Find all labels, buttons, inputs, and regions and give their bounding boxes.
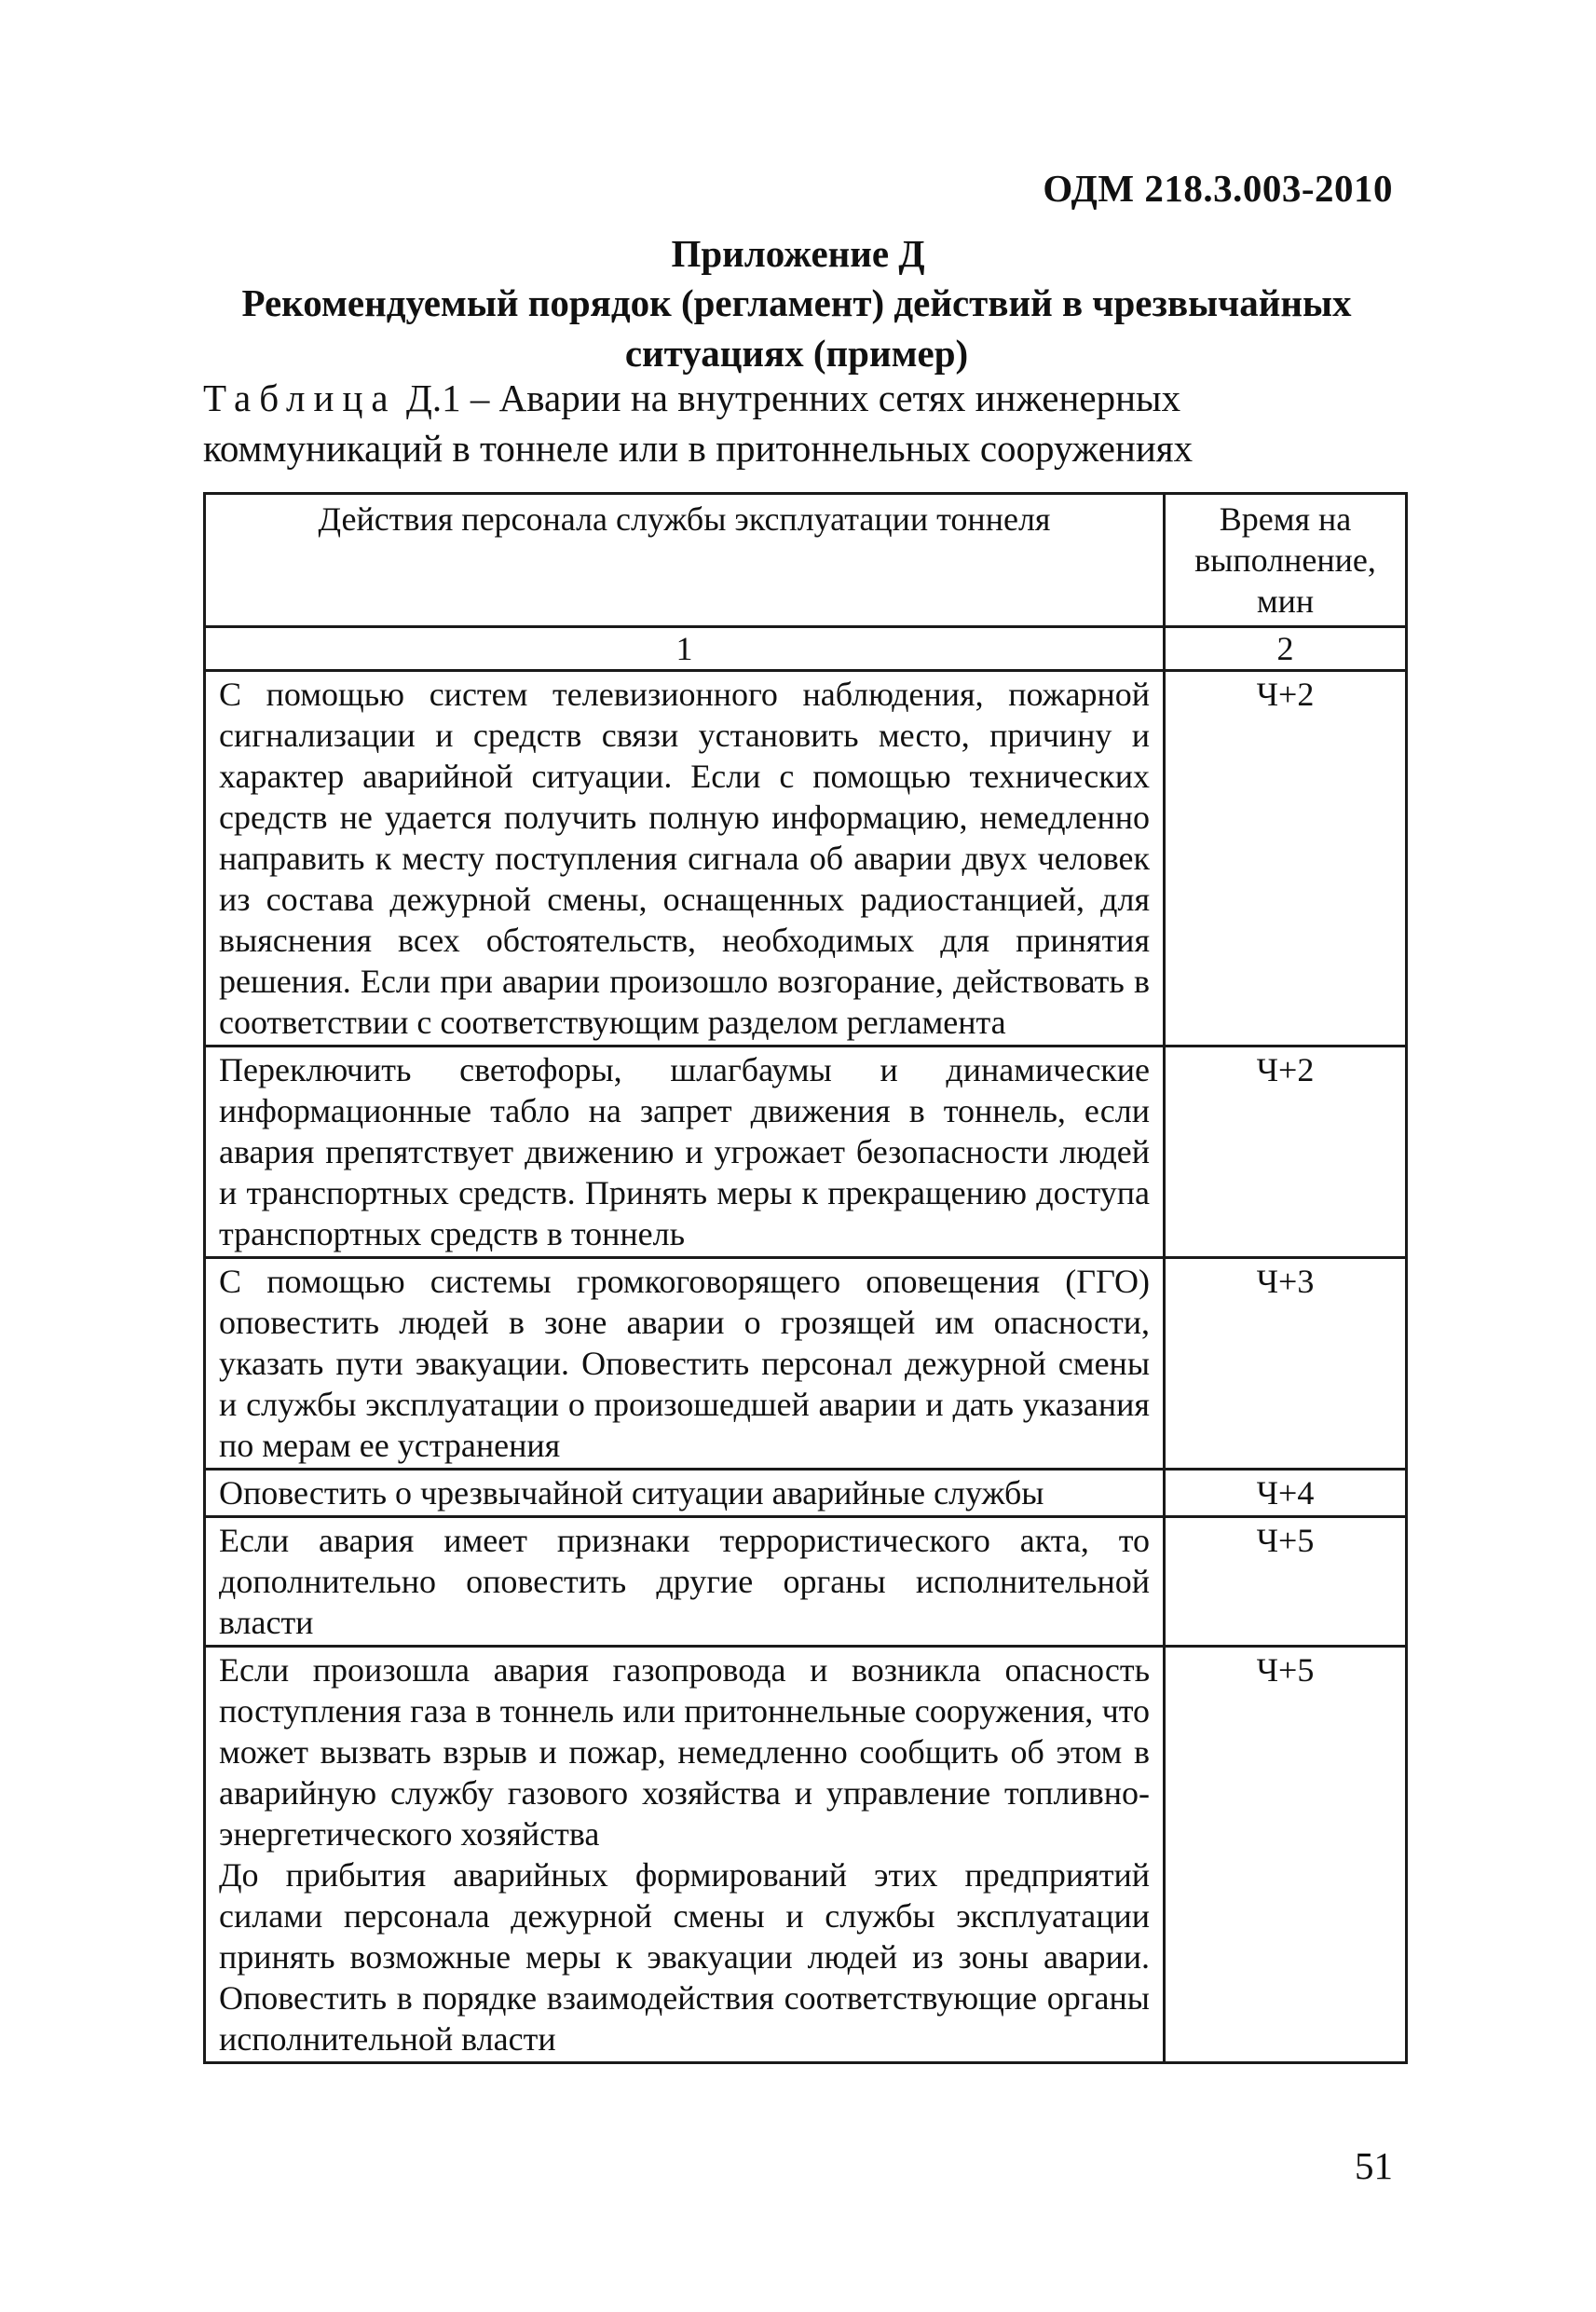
time-cell: Ч+5 — [1165, 1517, 1407, 1647]
action-text: До прибытия аварийных формирований этих предприятий силами персонала дежурной смены и службы эксплуатации принять возможные меры к эвакуации людей из зоны аварии. Оповестить в порядке взаимодействия соответствующие органы исполнительной власти — [219, 1856, 1150, 2058]
action-cell — [205, 1647, 1165, 2063]
table-row — [205, 1470, 1407, 1517]
time-cell: Ч+3 — [1165, 1258, 1407, 1470]
table-row — [205, 1047, 1407, 1258]
time-cell: Ч+5 — [1165, 1647, 1407, 2063]
column-header-time: Время на выполнение, мин — [1165, 494, 1407, 627]
time-cell: Ч+2 — [1165, 671, 1407, 1047]
action-cell — [205, 671, 1165, 1047]
action-text: Если авария имеет признаки террористического акта, то дополнительно оповестить другие органы исполнительной власти — [219, 1522, 1150, 1641]
column-number-2: 2 — [1165, 627, 1407, 671]
time-cell: Ч+4 — [1165, 1470, 1407, 1517]
table-row — [205, 1258, 1407, 1470]
action-text: С помощью системы громкоговорящего оповещения (ГГО) оповестить людей в зоне аварии о грозящей им опасности, указать пути эвакуации. Оповестить персонал дежурной смены и службы эксплуатации о произошедшей аварии и дать указания по мерам ее устранения — [219, 1263, 1150, 1464]
action-cell — [205, 1047, 1165, 1258]
emergency-actions-table — [203, 492, 1408, 2064]
appendix-subtitle: Рекомендуемый порядок (регламент) действий в чрезвычайных ситуациях (пример) — [241, 281, 1352, 375]
table-row — [205, 671, 1407, 1047]
time-cell: Ч+2 — [1165, 1047, 1407, 1258]
column-number-row — [205, 627, 1407, 671]
appendix-title: Приложение Д — [671, 232, 925, 275]
document-code: ОДМ 218.3.003-2010 — [1043, 167, 1393, 210]
table-header-row — [205, 494, 1407, 627]
action-cell — [205, 1470, 1165, 1517]
action-text: Если произошла авария газопровода и возникла опасность поступления газа в тоннель или притоннельные сооружения, что может вызвать взрыв и пожар, немедленно сообщить об этом в аварийную службу газового хозяйства и управление топливно-энергетического хозяйства — [219, 1651, 1150, 1853]
table-caption-text: Д.1 – Аварии на внутренних сетях инженерных коммуникаций в тоннеле или в притоннельных сооружениях — [203, 376, 1194, 470]
action-text: С помощью систем телевизионного наблюдения, пожарной сигнализации и средств связи установить место, причину и характер аварийной ситуации. Если с помощью технических средств не удается получить полную информацию, немедленно направить к месту поступления сигнала об аварии двух человек из состава дежурной смены, оснащенных радиостанцией, для выяснения всех обстоятельств, необходимых для принятия решения. Если при аварии произошло возгорание, действовать в соответствии с соответствующим разделом регламента — [219, 676, 1150, 1041]
action-cell — [205, 1517, 1165, 1647]
table-row — [205, 1647, 1407, 2063]
page-number: 51 — [1355, 2144, 1393, 2187]
action-text: Переключить светофоры, шлагбаумы и динамические информационные табло на запрет движения в тоннель, если авария препятствует движению и угрожает безопасности людей и транспортных средств. Принять меры к прекращению доступа транспортных средств в тоннель — [219, 1051, 1150, 1252]
column-number-1: 1 — [205, 627, 1165, 671]
table-row — [205, 1517, 1407, 1647]
column-header-actions: Действия персонала службы эксплуатации тоннеля — [205, 494, 1165, 627]
action-text: Оповестить о чрезвычайной ситуации аварийные службы — [219, 1474, 1044, 1512]
table-caption — [203, 373, 1414, 473]
action-cell — [205, 1258, 1165, 1470]
table-caption-label: Таблица — [203, 376, 397, 419]
